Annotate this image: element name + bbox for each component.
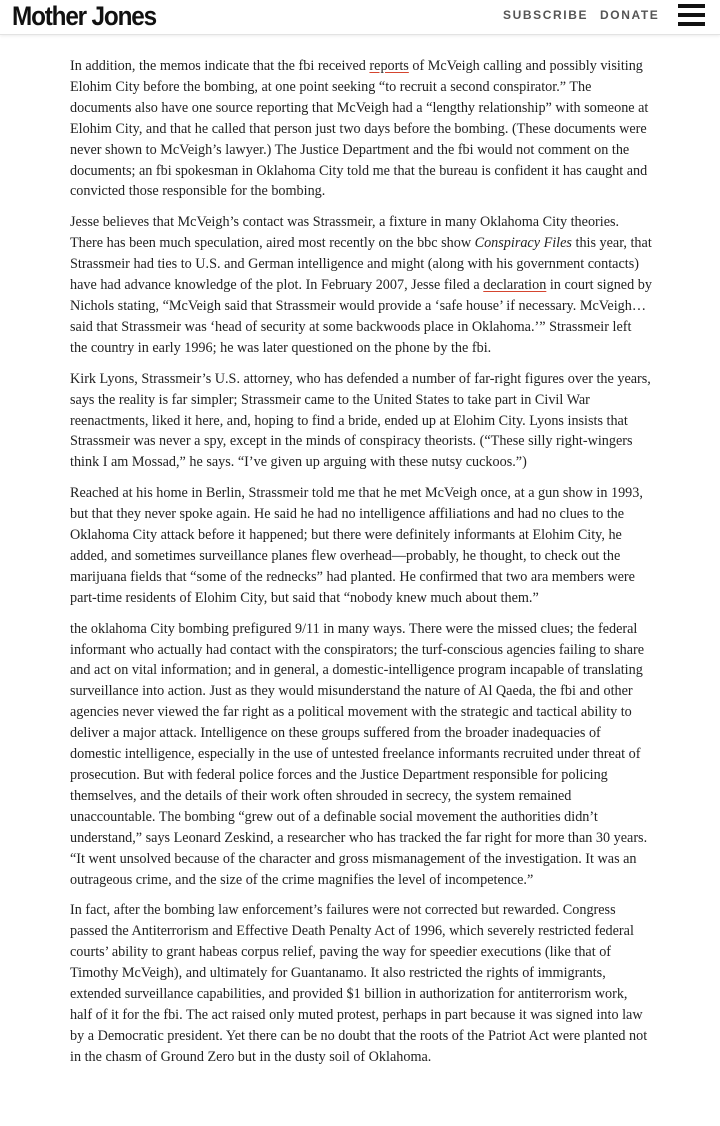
menu-bar [678,22,705,26]
subscribe-link[interactable]: SUBSCRIBE [503,8,589,22]
article-paragraph-1 [70,56,652,202]
article-paragraph-6: In fact, after the bombing law enforcement’s failures were not corrected but rewarded. Congress passed the Antiterrorism and Effective Death Penalty Act of 1996, which severely restricted federal courts’ ability to grant habeas corpus relief, paving the way for speedier executions (like that of Timothy McVeigh), and ultimately for Guantanamo. It also restricted the rights of immigrants, extended surveillance capabilities, and provided $1 billion in authorization for antiterrorism work, half of it for the fbi. The act raised only muted protest, perhaps in part because it was signed into law by a Democratic president. Yet there can be no doubt that the roots of the Patriot Act were planted not in the chasm of Ground Zero but in the dusty soil of Oklahoma. [70,902,648,1065]
article-paragraph-3: Kirk Lyons, Strassmeir’s U.S. attorney, who has defended a number of far-right figures over the years, says the reality is far simpler; Strassmeir came to the United States to take part in Civil War reenactments, liked it here, and, hoping to find a bride, ended up at Elohim City. Lyons insists that Strassmeir was never a spy, except in the minds of conspiracy theorists. (“These silly right-wingers think I am Mossad,” he says. “I’ve given up arguing with these nutsy cuckoos.”) [70,370,651,471]
show-title: Conspiracy Files [474,235,572,252]
paragraph-text: this year, that Strassmeir had ties to U.S. and German intelligence and might (along with his government contacts) have had advance knowledge of the plot. In February 2007, Jesse filed a [70,235,652,294]
site-header [0,0,720,35]
reports-link[interactable]: reports [369,58,409,74]
hamburger-menu-icon[interactable] [678,4,705,26]
donate-link[interactable]: DONATE [600,8,660,22]
article-paragraph-2 [70,212,652,358]
mother-jones-logo[interactable]: Mother Jones [12,1,156,31]
article-paragraph-4: Reached at his home in Berlin, Strassmeir told me that he met McVeigh once, at a gun show in 1993, but that they never spoke again. He said he had no intelligence affiliations and had no clues to the Oklahoma City attack before it happened; but there were definitely informants at Elohim City, he added, and sometimes surveillance planes flew overhead—probably, he thought, to check out the marijuana fields that “some of the rednecks” had planted. He confirmed that two ara members were part-time residents of Elohim City, but said that “nobody knew much about them.” [70,485,643,606]
paragraph-text: Jesse believes that McVeigh’s contact was Strassmeir, a fixture in many Oklahoma City theories. There has been much speculation, aired most recently on the bbc show [70,214,620,252]
article-paragraph-5: the oklahoma City bombing prefigured 9/11 in many ways. There were the missed clues; the federal informant who actually had contact with the conspirators; the turf-conscious agencies failing to share and act on vital information; and in general, a domestic-intelligence program incapable of translating surveillance into action. Just as they would misunderstand the nature of Al Qaeda, the fbi and other agencies never viewed the far right as a political movement with the strategic and tactical ability to deliver a major attack. Intelligence on these groups suffered from the broader inadequacies of domestic intelligence, especially in the use of untested freelance informants recruited under threat of prosecution. But with federal police forces and the Justice Department responsible for policing themselves, and the details of their work often shrouded in secrecy, the system remained unaccountable. The bombing “grew out of a definable social movement the authorities didn’t understand,” says Leonard Zeskind, a researcher who has tracked the far right for more than 30 years. “It went unsolved because of the character and gross mismanagement of the investigation. It was an outrageous crime, and the size of the crime magnifies the level of incompetence.” [70,620,648,888]
menu-bar [678,4,705,8]
article-body [70,56,652,1078]
paragraph-text: of McVeigh calling and possibly visiting Elohim City before the bombing, at one point seeking “to recruit a second conspirator.” The documents also have one source reporting that McVeigh had a “lengthy relationship” with someone at Elohim City, and that he called that person just two days before the bombing. (These documents were never shown to McVeigh’s lawyer.) The Justice Department and the fbi would not comment on the documents; an fbi spokesman in Oklahoma City told me that the bureau is confident it has caught and convicted those responsible for the bombing. [70,58,649,200]
paragraph-text: In addition, the memos indicate that the fbi received [70,58,370,74]
paragraph-text: in court signed by Nichols stating, “McVeigh said that Strassmeir would provide a ‘safe house’ if necessary. McVeigh…said that Strassmeir was ‘head of security at some backwoods place in Oklahoma.’” Strassmeir left the country in early 1996; he was later questioned on the phone by the fbi. [70,277,652,356]
declaration-link[interactable]: declaration [483,277,547,294]
menu-bar [678,13,705,17]
